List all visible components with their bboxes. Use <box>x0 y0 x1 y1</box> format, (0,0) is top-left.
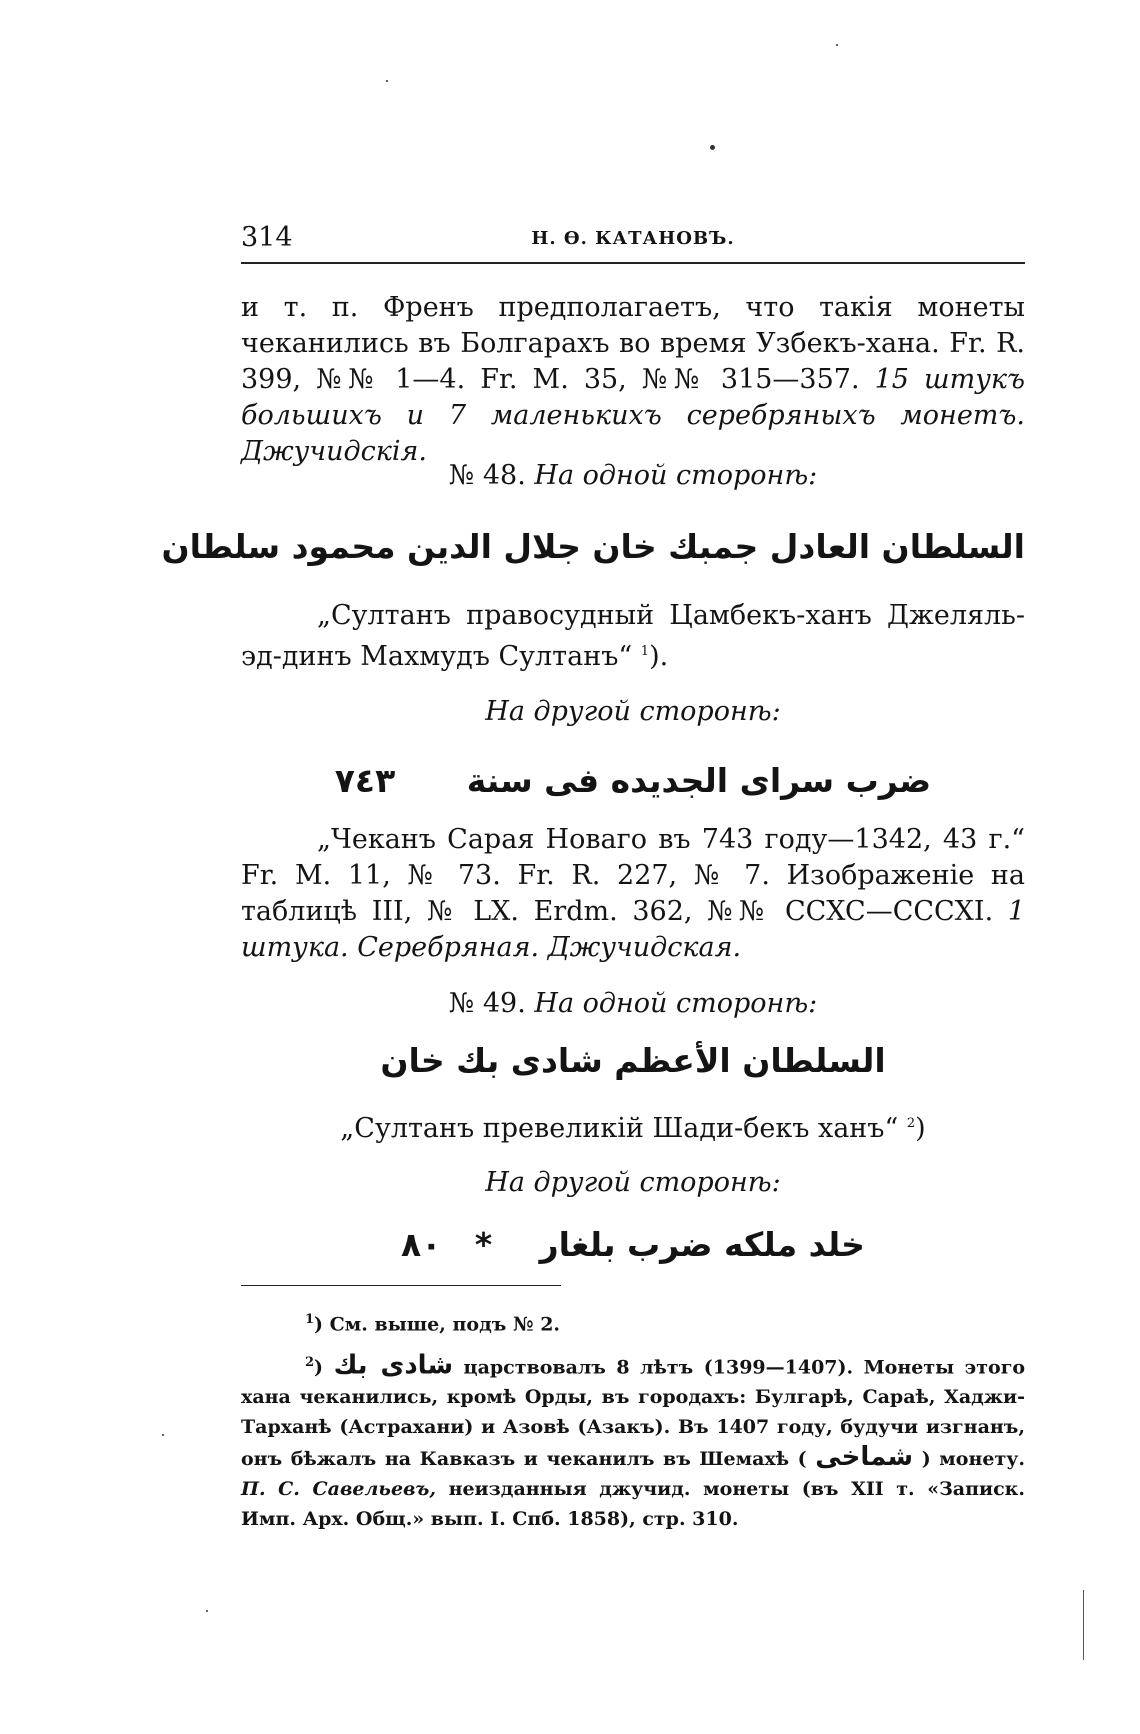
ink-speck <box>386 80 388 82</box>
coin48-side1-tail: ). <box>649 641 669 672</box>
footnote-2-author: П. С. Савельевъ, <box>241 1478 436 1501</box>
coin49-side1-translation <box>241 1106 1025 1147</box>
footnote-2 <box>241 1348 1025 1534</box>
coin48-number: № 48. <box>448 460 526 491</box>
footnote-1 <box>241 1305 1025 1339</box>
footnote-2-text-b: ) монету. <box>921 1448 1025 1471</box>
intro-italic: 15 штукъ большихъ и 7 маленькихъ серебряныхъ монетъ. Джучидскія. <box>241 364 1025 467</box>
coin49-side1-translation-text: „Султанъ превеликій Шади-бекъ ханъ“ <box>340 1113 899 1144</box>
scan-artifact-line <box>1083 1590 1084 1660</box>
coin49-side1-arabic: السلطان الأعظم شادى بك خان <box>380 1041 886 1080</box>
footnote-separator <box>241 1285 561 1286</box>
coin49-side1-heading <box>241 986 1025 1022</box>
footnote-2-text-a: царствовалъ 8 лѣтъ (1399—1407). Монеты этого хана чеканились, кромѣ Орды, въ городахъ: Булгарѣ, Сараѣ, Хаджи-Тарханѣ (Астрахани) и Азовѣ (Азакъ). Въ 1407 году, будучи изгнанъ, онъ бѣжалъ на Кавказъ и чеканилъ въ Шемахѣ ( <box>241 1356 1026 1471</box>
footnote-2-arabic-2: شماخى <box>815 1442 914 1473</box>
page-number: 314 <box>241 222 293 253</box>
coin49-side1-label: На одной сторонѣ: <box>534 988 818 1019</box>
page-header <box>241 222 1025 264</box>
coin49-side2-mark: * <box>474 1225 493 1264</box>
coin48-side2-translation-text: „Чеканъ Сарая Новаго въ 743 году—1342, 43 г.“ Fr. M. 11, № 73. Fr. R. 227, № 7. Изображеніе на таблицѣ III, № LX. Erdm. 362, №№ CCXC—CCCXI. <box>241 824 1025 927</box>
coin49-side1-tail: ) <box>915 1113 926 1144</box>
footnote-2-mark: 2 <box>305 1355 315 1370</box>
coin49-side2-label: На другой сторонѣ: <box>485 1167 781 1198</box>
coin49-number: № 49. <box>448 988 526 1019</box>
footnote-2-text-c: неизданныя джучид. монеты (въ XII т. «Записк. Имп. Арх. Общ.» вып. I. Спб. 1858), стр. 310. <box>241 1478 1025 1531</box>
coin48-side2-translation <box>241 822 1025 966</box>
coin48-side2-italic: 1 штука. Серебряная. Джучидская. <box>241 896 1025 963</box>
coin48-side1-translation-text: „Султанъ правосудный Цамбекъ-ханъ Джеляль-эд-динъ Махмудъ Султанъ“ <box>241 600 1025 672</box>
ink-speck <box>206 1610 208 1612</box>
running-title: Н. Ѳ. КАТАНОВЪ. <box>531 228 735 249</box>
coin48-side1-heading <box>241 458 1025 494</box>
ink-speck <box>836 44 838 46</box>
footnote-1-mark: 1 <box>305 1312 315 1327</box>
coin48-side2-label: На другой сторонѣ: <box>485 696 781 727</box>
intro-text: и т. п. Френъ предполагаетъ, что такія монеты чеканились въ Болгарахъ во время Узбекъ-хана. Fr. R. 399, №№ 1—4. Fr. M. 35, №№ 315—357. <box>241 292 1025 395</box>
footnote-2-arabic: شادى بك <box>333 1350 454 1381</box>
ink-speck <box>710 145 715 150</box>
coin49-side2-arabic: خلد ملكه ضرب بلغار * ٨٠ <box>401 1225 865 1264</box>
coin48-side1-translation <box>241 598 1025 675</box>
coin48-side1-arabic: السلطان العادل جمبك خان جلال الدين محمود سلطان <box>161 527 1025 566</box>
footnote-2-paren: ) <box>314 1356 324 1379</box>
footnote-ref-1: 1 <box>640 644 650 659</box>
footnote-1-text: ) См. выше, подъ № 2. <box>314 1313 561 1336</box>
coin48-side2-arabic: ضرب سراى الجديده فى سنة ٧٤٣ <box>334 761 932 800</box>
ink-speck <box>162 1434 164 1436</box>
intro-paragraph <box>241 290 1025 470</box>
coin49-side2-year: ٨٠ <box>401 1225 442 1264</box>
coin48-side2-year: ٧٤٣ <box>334 761 396 800</box>
footnote-ref-2: 2 <box>906 1116 916 1131</box>
coin48-side1-label: На одной сторонѣ: <box>534 460 818 491</box>
